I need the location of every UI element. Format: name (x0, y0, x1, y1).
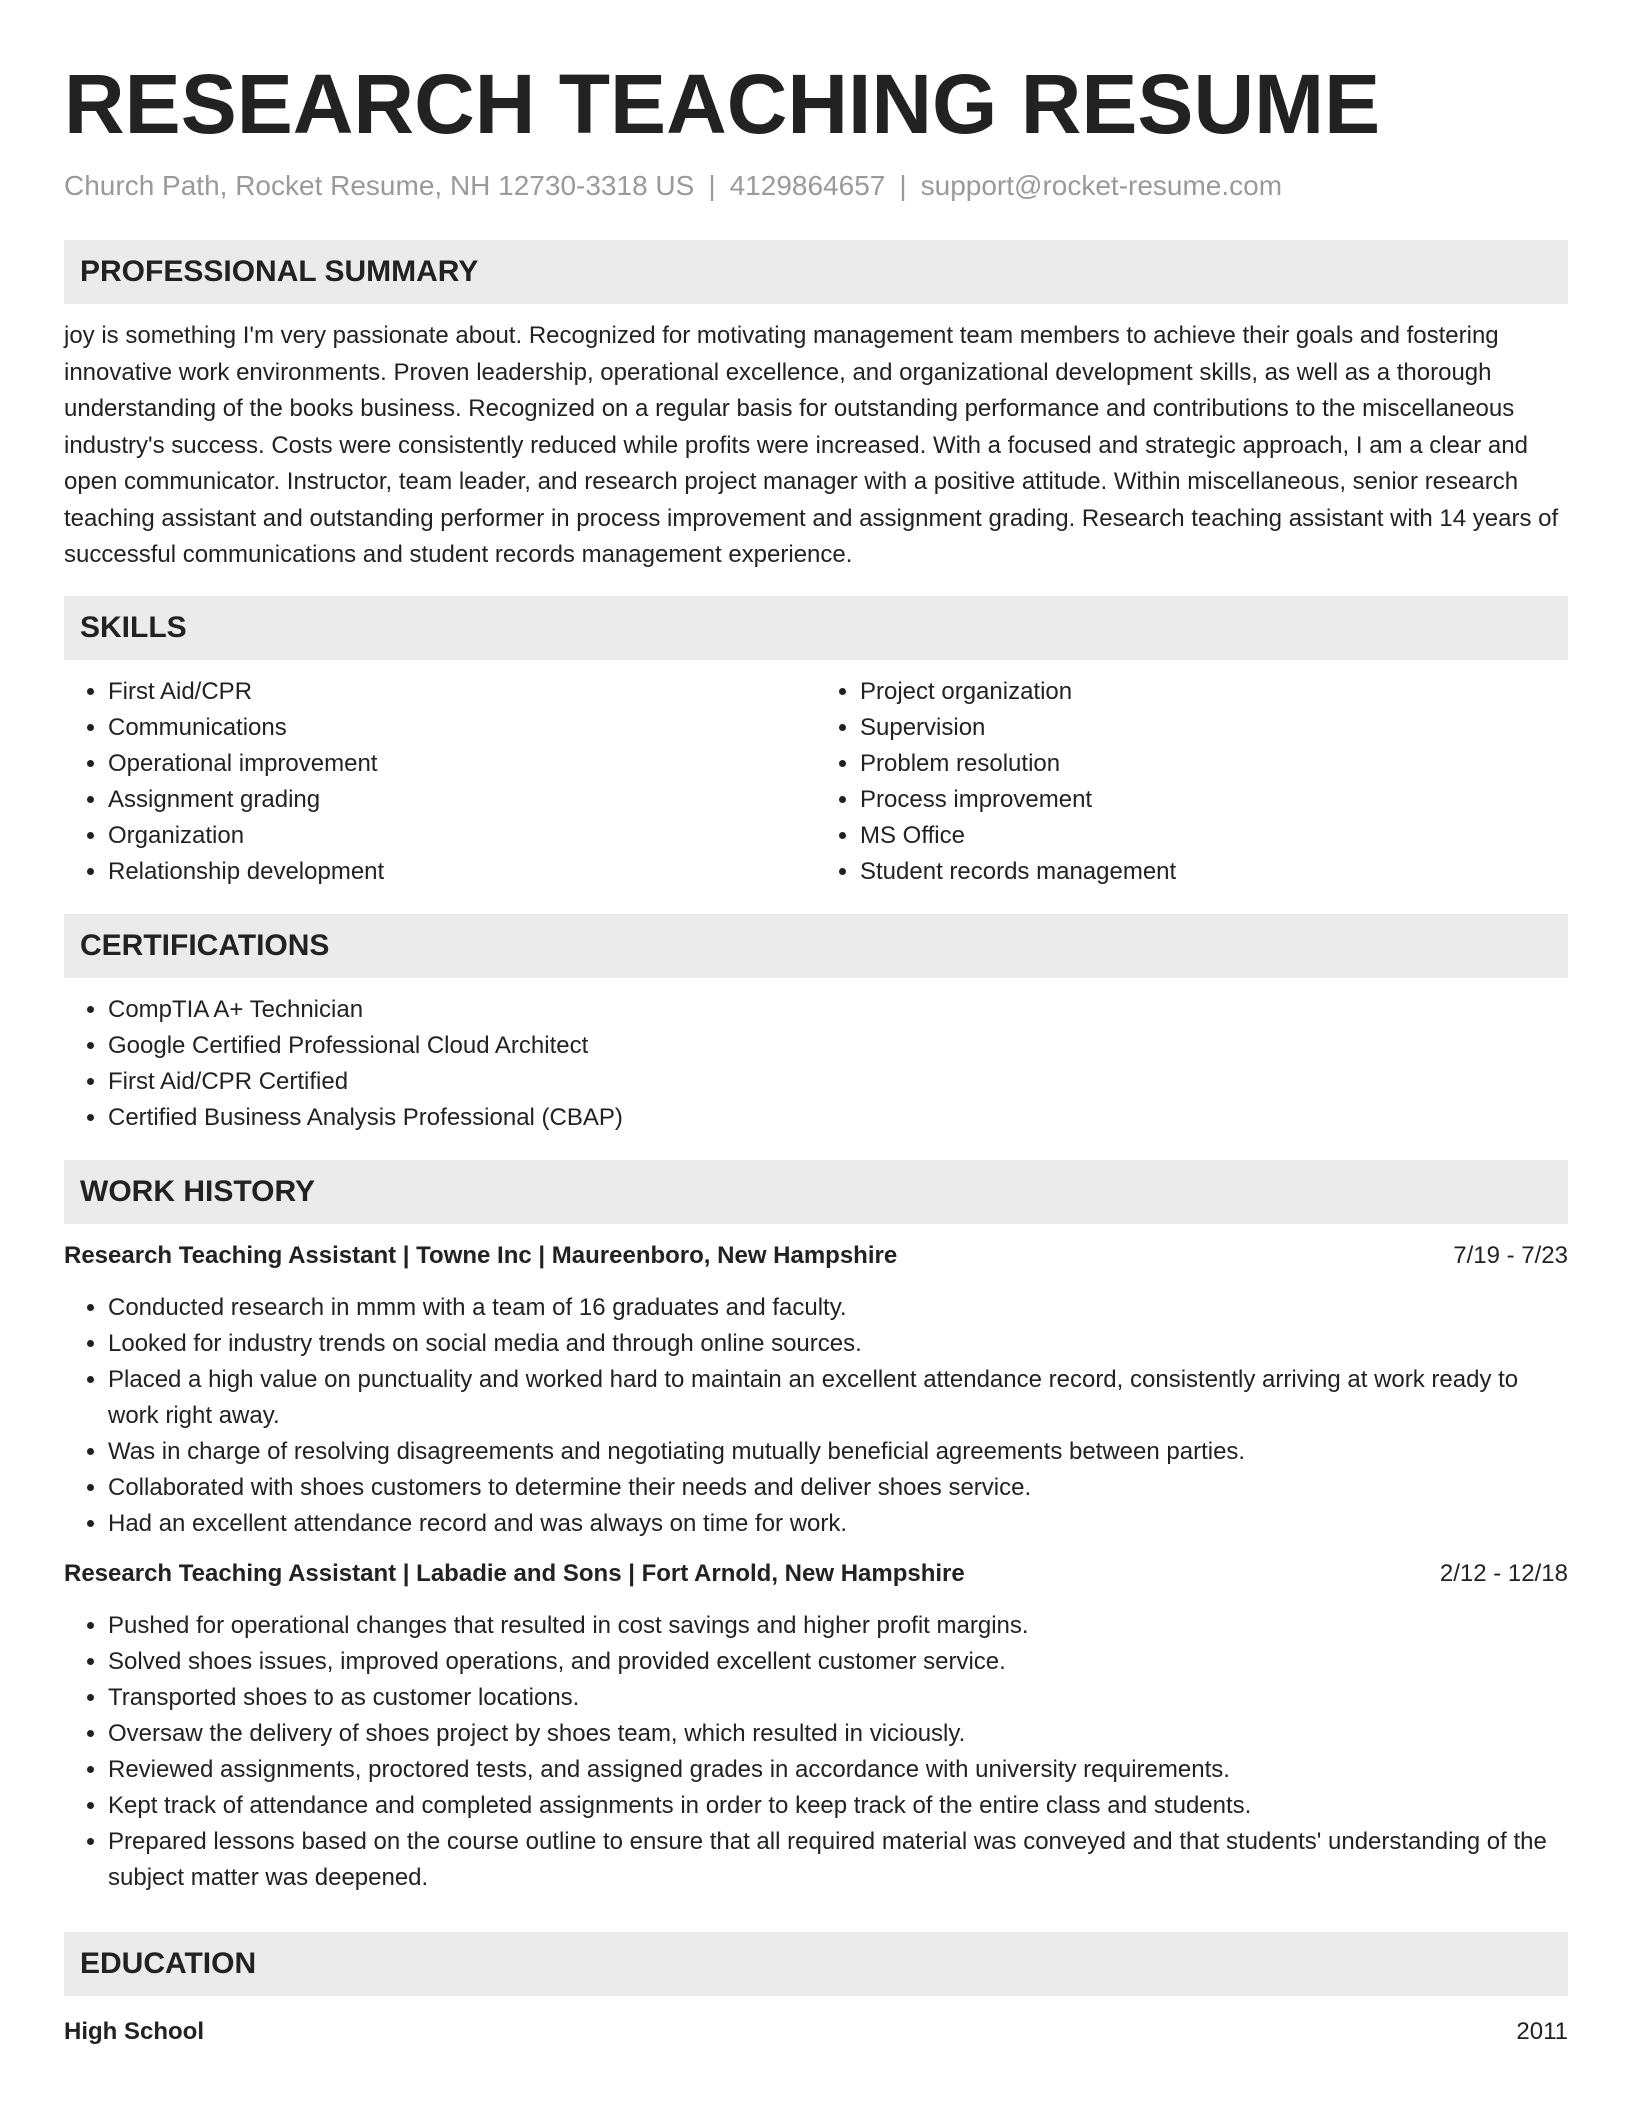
skill-item: • Project organization (860, 674, 1568, 710)
contact-line (64, 168, 1568, 204)
contact-separator: | (899, 170, 907, 201)
certification-item: • First Aid/CPR Certified (108, 1064, 1568, 1100)
certification-item: • Certified Business Analysis Professional (CBAP) (108, 1100, 1568, 1136)
job-bullet: • Looked for industry trends on social media and through online sources. (108, 1326, 1568, 1362)
section-header-skills: SKILLS (64, 596, 1568, 660)
contact-phone: 4129864657 (729, 170, 886, 201)
contact-address: Church Path, Rocket Resume, NH 12730-3318 US (64, 170, 695, 201)
education-title: High School (64, 2017, 204, 2045)
section-header-education: EDUCATION (64, 1932, 1568, 1996)
job-title: Research Teaching Assistant | Labadie and Sons | Fort Arnold, New Hampshire (64, 1559, 965, 1587)
certifications-list (64, 992, 1568, 1136)
skill-item: • Process improvement (860, 782, 1568, 818)
job-bullet: • Pushed for operational changes that resulted in cost savings and higher profit margins. (108, 1608, 1568, 1644)
section-header-work-history: WORK HISTORY (64, 1160, 1568, 1224)
job-bullet: • Collaborated with shoes customers to determine their needs and deliver shoes service. (108, 1470, 1568, 1506)
skills-column-right (816, 674, 1568, 890)
skill-item: • Assignment grading (108, 782, 816, 818)
job-dates: 7/19 - 7/23 (1453, 1241, 1568, 1269)
job-bullet: • Conducted research in mmm with a team of 16 graduates and faculty. (108, 1290, 1568, 1326)
skill-item: • MS Office (860, 818, 1568, 854)
section-header-certifications: CERTIFICATIONS (64, 914, 1568, 978)
job-bullet: • Reviewed assignments, proctored tests, and assigned grades in accordance with university requirements. (108, 1752, 1568, 1788)
job-entry (64, 1238, 1568, 1542)
skill-item: • Student records management (860, 854, 1568, 890)
job-bullet: • Solved shoes issues, improved operations, and provided excellent customer service. (108, 1644, 1568, 1680)
job-bullet: • Placed a high value on punctuality and worked hard to maintain an excellent attendance record, consistently arriving at work ready to work right away. (108, 1362, 1568, 1434)
skill-item: • First Aid/CPR (108, 674, 816, 710)
skill-item: • Operational improvement (108, 746, 816, 782)
skill-item: • Supervision (860, 710, 1568, 746)
skill-item: • Problem resolution (860, 746, 1568, 782)
job-bullet: • Oversaw the delivery of shoes project by shoes team, which resulted in viciously. (108, 1716, 1568, 1752)
certification-item: • CompTIA A+ Technician (108, 992, 1568, 1028)
resume-title: RESEARCH TEACHING RESUME (64, 57, 1381, 151)
contact-separator: | (708, 170, 716, 201)
education-dates: 2011 (1516, 2017, 1568, 2045)
job-header (64, 1556, 1568, 1592)
job-bullet: • Transported shoes to as customer locations. (108, 1680, 1568, 1716)
job-title: Research Teaching Assistant | Towne Inc | Maureenboro, New Hampshire (64, 1241, 898, 1269)
job-entry (64, 1556, 1568, 1896)
skill-item: • Relationship development (108, 854, 816, 890)
education-entry (64, 2014, 1568, 2050)
job-bullet: • Prepared lessons based on the course outline to ensure that all required material was conveyed and that students' understanding of the subject matter was deepened. (108, 1824, 1568, 1896)
job-dates: 2/12 - 12/18 (1439, 1559, 1568, 1587)
summary-text: joy is something I'm very passionate about. Recognized for motivating management team members to achieve their goals and fostering innovative work environments. Proven leadership, operational excellence, and organizational development skills, as well as a thorough understanding of the books business. Recognized on a regular basis for outstanding performance and contributions to the miscellaneous industry's success. Costs were consistently reduced while profits were increased. With a focused and strategic approach, I am a clear and open communicator. Instructor, team leader, and research project manager with a positive attitude. Within miscellaneous, senior research teaching assistant and outstanding performer in process improvement and assignment grading. Research teaching assistant with 14 years of successful communications and student records management experience. (64, 322, 1559, 568)
job-bullet: • Had an excellent attendance record and was always on time for work. (108, 1506, 1568, 1542)
skills-list (64, 674, 1568, 890)
skill-item: • Communications (108, 710, 816, 746)
section-header-summary: PROFESSIONAL SUMMARY (64, 240, 1568, 304)
job-header (64, 1238, 1568, 1274)
certification-item: • Google Certified Professional Cloud Architect (108, 1028, 1568, 1064)
job-bullets (64, 1608, 1568, 1896)
skills-column-left (64, 674, 816, 890)
job-bullet: • Kept track of attendance and completed assignments in order to keep track of the entire class and students. (108, 1788, 1568, 1824)
job-bullets (64, 1290, 1568, 1542)
contact-email: support@rocket-resume.com (920, 170, 1283, 201)
skill-item: • Organization (108, 818, 816, 854)
job-bullet: • Was in charge of resolving disagreements and negotiating mutually beneficial agreements between parties. (108, 1434, 1568, 1470)
